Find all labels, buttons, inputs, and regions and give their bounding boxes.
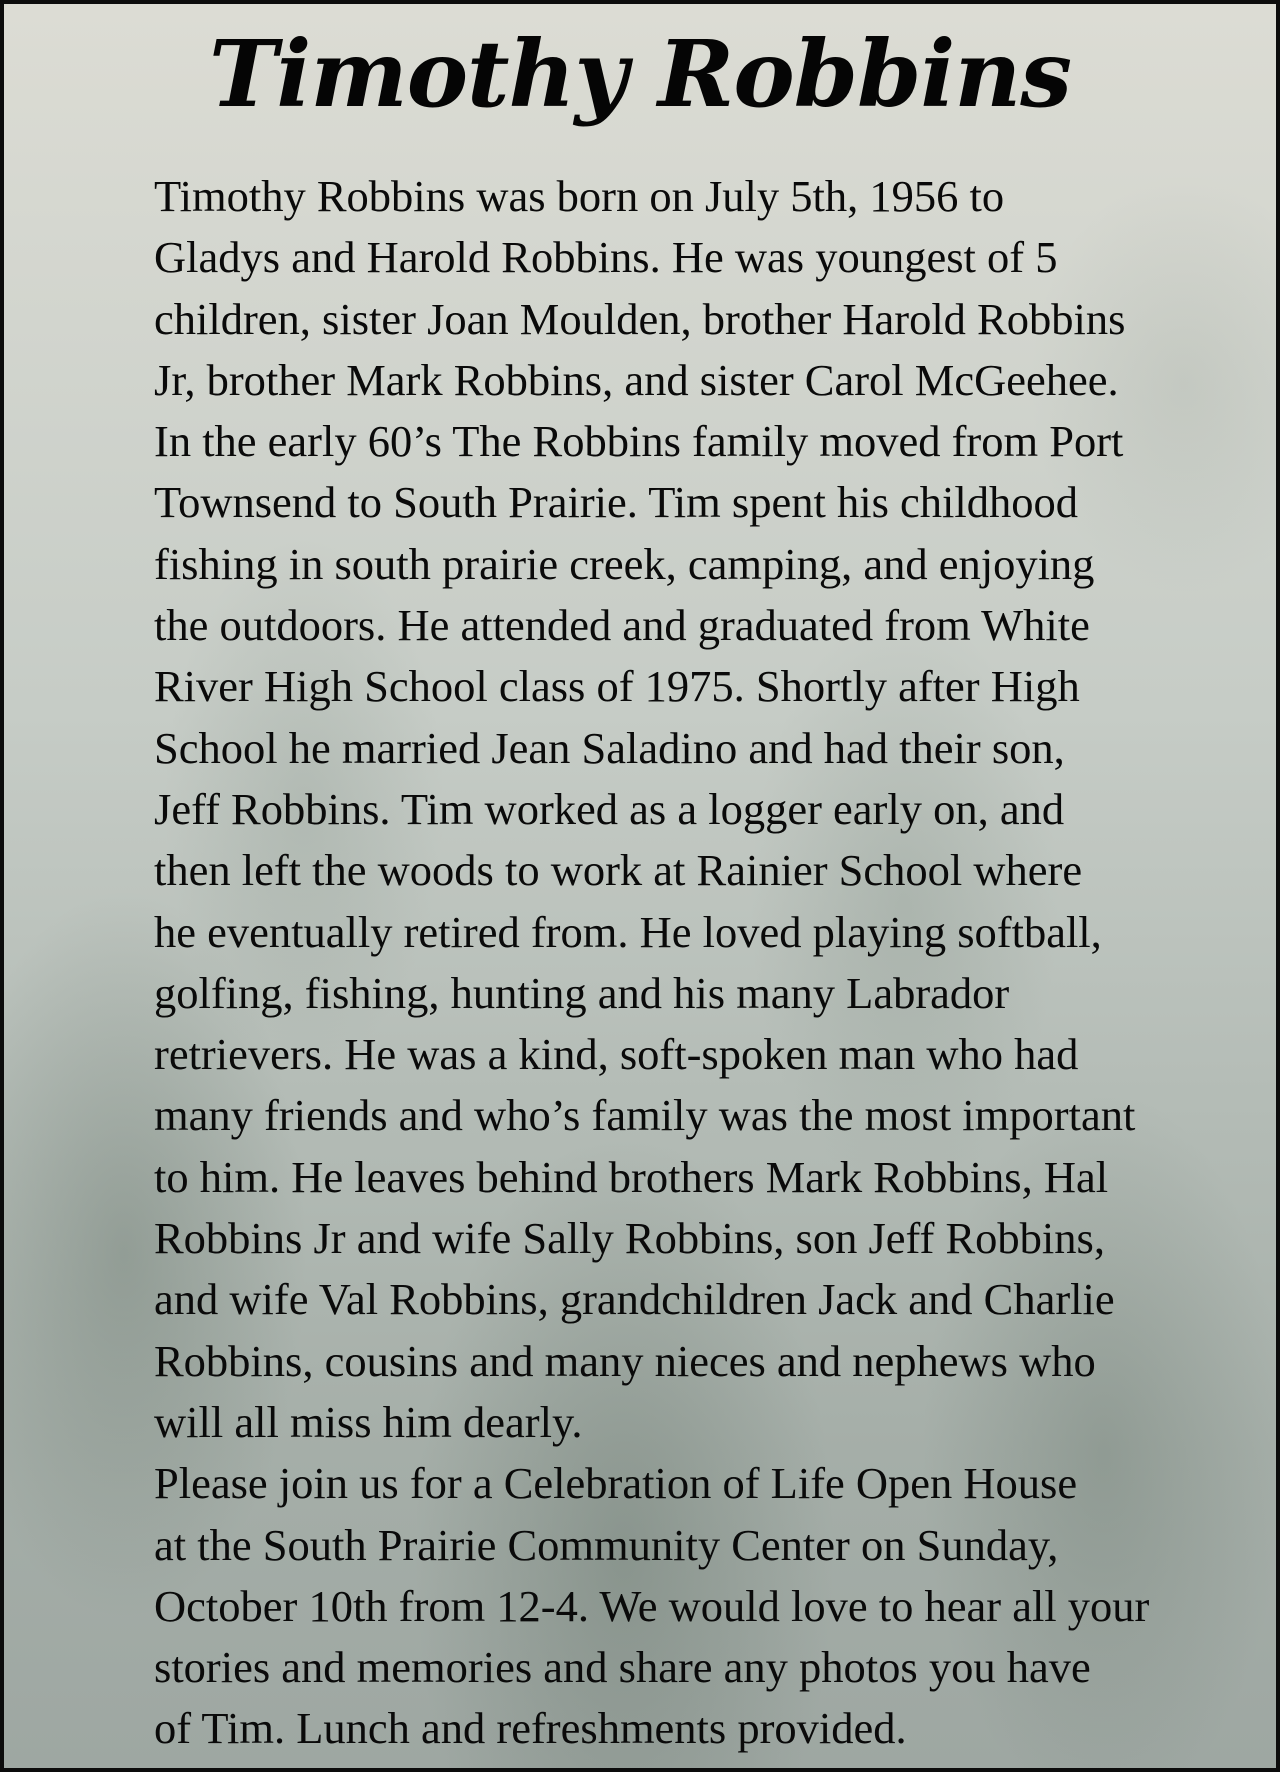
text-line: at the South Prairie Community Center on Sunday, [154,1519,1059,1570]
text-line: Gladys and Harold Robbins. He was youngest of 5 [154,232,1058,283]
text-line: River High School class of 1975. Shortly after High [154,661,1080,712]
text-line: Townsend to South Prairie. Tim spent his childhood [154,477,1079,528]
text-line: golfing, fishing, hunting and his many Labrador [154,967,1010,1018]
text-line: School he married Jean Saladino and had their son, [154,722,1065,773]
text-line: then left the woods to work at Rainier School where [154,845,1083,896]
text-line: the outdoors. He attended and graduated from White [154,600,1090,651]
text-line: retrievers. He was a kind, soft-spoken man who had [154,1029,1079,1080]
text-line: Robbins, cousins and many nieces and nephews who [154,1335,1096,1386]
text-line: of Tim. Lunch and refreshments provided. [154,1703,907,1754]
text-line: stories and memories and share any photos you have [154,1642,1091,1693]
obituary-body [56,166,1224,1760]
text-line: In the early 60’s The Robbins family moved from Port [154,416,1124,467]
text-line: Jeff Robbins. Tim worked as a logger early on, and [154,783,1065,834]
text-line: October 10th from 12-4. We would love to hear all your [154,1580,1150,1631]
obituary-title: Timothy Robbins [208,20,1072,128]
text-line: children, sister Joan Moulden, brother Harold Robbins [154,293,1126,344]
celebration-of-life-paragraph [56,1453,1224,1759]
text-line: and wife Val Robbins, grandchildren Jack and Charlie [154,1274,1115,1325]
text-line: he eventually retired from. He loved playing softball, [154,906,1102,957]
text-line: Timothy Robbins was born on July 5th, 1956 to [154,171,1005,221]
biography-paragraph [56,166,1224,1453]
text-line: Please join us for a Celebration of Life Open House [154,1458,1078,1509]
text-line: Robbins Jr and wife Sally Robbins, son Jeff Robbins, [154,1213,1105,1264]
text-line: to him. He leaves behind brothers Mark Robbins, Hal [154,1151,1109,1202]
text-line: many friends and who’s family was the most important [154,1090,1136,1141]
text-line: will all miss him dearly. [154,1396,583,1447]
text-line: Jr, brother Mark Robbins, and sister Carol McGeehee. [154,354,1119,405]
text-line: fishing in south prairie creek, camping, and enjoying [154,538,1095,589]
